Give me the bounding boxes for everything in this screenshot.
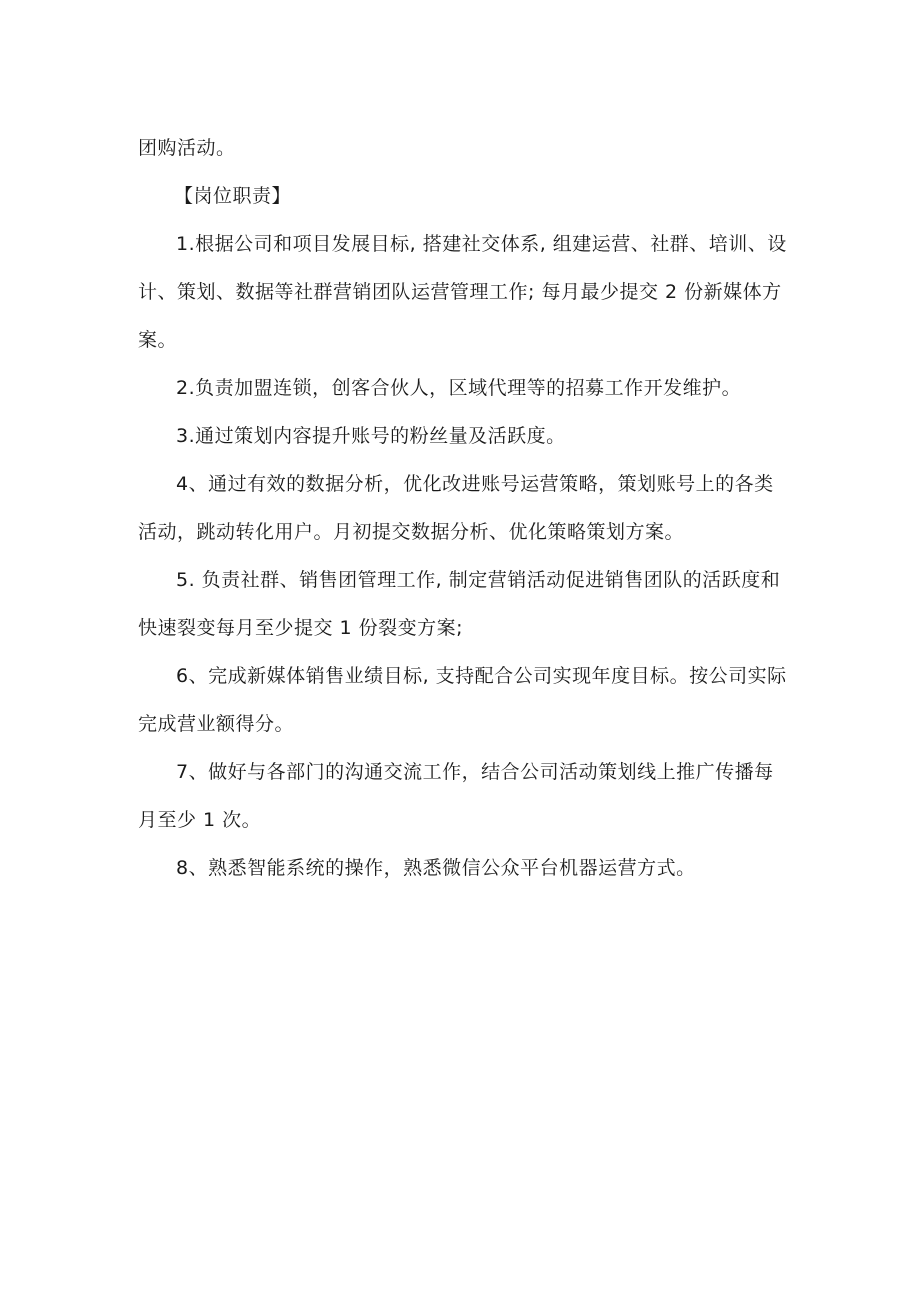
duty-item-2: 2.负责加盟连锁，创客合伙人，区域代理等的招募工作开发维护。 xyxy=(176,377,742,399)
duty-item-7: 7、做好与各部门的沟通交流工作，结合公司活动策划线上推广传播每月至少 1 次。 xyxy=(138,761,774,831)
document-body xyxy=(138,124,788,892)
duty-item-5: 5. 负责社群、销售团管理工作, 制定营销活动促进销售团队的活跃度和快速裂变每月至少提交 1 份裂变方案; xyxy=(138,569,781,639)
lead-line: 团购活动。 xyxy=(138,137,236,159)
duty-item-1: 1.根据公司和项目发展目标, 搭建社交体系, 组建运营、社群、培训、设计、策划、数据等社群营销团队运营管理工作; 每月最少提交 2 份新媒体方案。 xyxy=(138,233,787,351)
duty-item-3: 3.通过策划内容提升账号的粉丝量及活跃度。 xyxy=(176,425,566,447)
duty-item-6: 6、完成新媒体销售业绩目标, 支持配合公司实现年度目标。按公司实际完成营业额得分。 xyxy=(138,665,787,735)
duty-item-8: 8、熟悉智能系统的操作，熟悉微信公众平台机器运营方式。 xyxy=(176,857,696,879)
duty-item-4: 4、通过有效的数据分析，优化改进账号运营策略，策划账号上的各类活动，跳动转化用户。月初提交数据分析、优化策略策划方案。 xyxy=(138,473,774,543)
section-heading: 【岗位职责】 xyxy=(174,185,292,207)
